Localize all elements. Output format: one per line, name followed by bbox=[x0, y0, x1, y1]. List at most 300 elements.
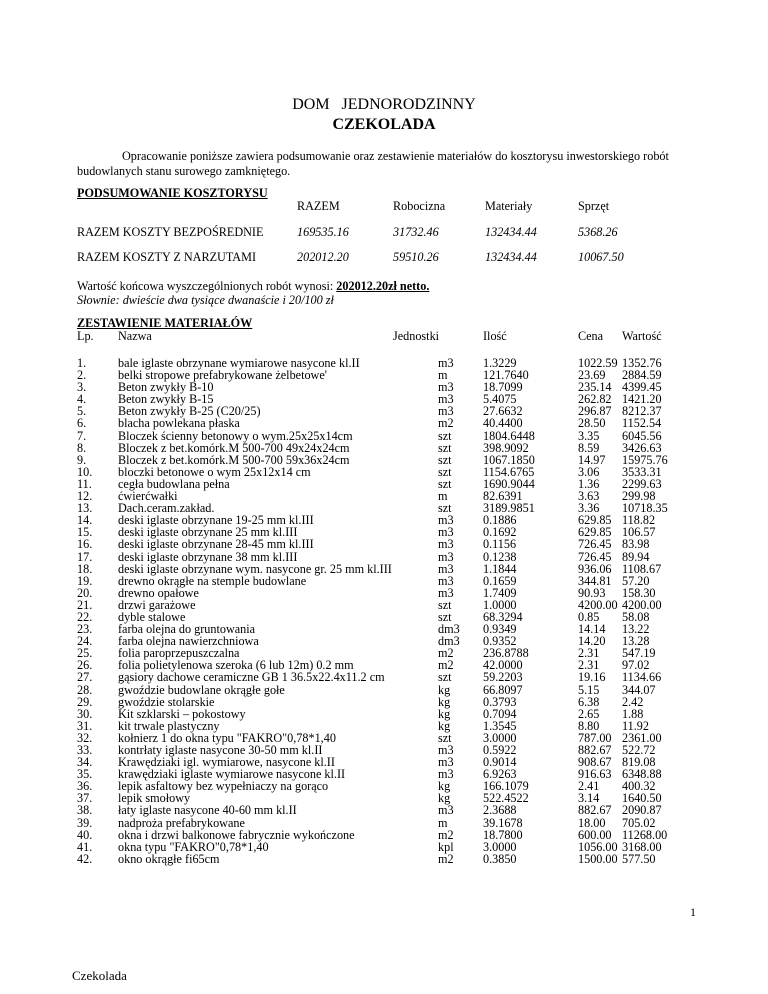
cell-price: 2.41 bbox=[578, 779, 600, 794]
cell-value: 89.94 bbox=[622, 549, 650, 564]
cell-unit: m3 bbox=[438, 549, 454, 564]
cell-name: folia polietylenowa szeroka (6 lub 12m) 0.2 mm bbox=[118, 658, 354, 673]
cell-lp: 38. bbox=[77, 803, 93, 818]
cell-unit: m3 bbox=[438, 803, 454, 818]
cell-price: 3.36 bbox=[578, 501, 600, 516]
cell-qty: 0.1692 bbox=[483, 525, 517, 540]
cell-price: 14.20 bbox=[578, 634, 606, 649]
cell-unit: m3 bbox=[438, 525, 454, 540]
cell-unit: kg bbox=[438, 706, 451, 721]
table-row bbox=[0, 684, 768, 696]
cell-lp: 15. bbox=[77, 525, 93, 540]
cell-name: Kit szklarski – pokostowy bbox=[118, 706, 246, 721]
cell-price: 6.38 bbox=[578, 694, 600, 709]
cell-value: 58.08 bbox=[622, 609, 650, 624]
cell-qty: 0.1886 bbox=[483, 513, 517, 528]
cell-name: Beton zwykły B-10 bbox=[118, 380, 214, 395]
cell-price: 344.81 bbox=[578, 573, 612, 588]
materials-col-price: Cena bbox=[578, 329, 604, 343]
cell-unit: m3 bbox=[438, 767, 454, 782]
cell-name: ćwierćwałki bbox=[118, 489, 178, 504]
cell-lp: 26. bbox=[77, 658, 93, 673]
cell-qty: 0.5922 bbox=[483, 743, 517, 757]
cell-price: 2.65 bbox=[578, 706, 600, 721]
cell-unit: dm3 bbox=[438, 634, 460, 649]
cell-value: 83.98 bbox=[622, 537, 650, 552]
cell-value: 547.19 bbox=[622, 646, 656, 661]
cell-unit: szt bbox=[438, 730, 452, 745]
cell-qty: 0.9014 bbox=[483, 755, 517, 770]
cell-name: kołnierz 1 do okna typu "FAKRO"0,78*1,40 bbox=[118, 730, 336, 745]
cell-price: 14.14 bbox=[578, 622, 606, 637]
cell-name: farba olejna nawierzchniowa bbox=[118, 634, 259, 649]
summary-col-sprzet: Sprzęt bbox=[578, 199, 610, 213]
cell-qty: 0.9349 bbox=[483, 622, 517, 637]
cell-qty: 522.4522 bbox=[483, 791, 529, 806]
table-row bbox=[0, 829, 768, 841]
cell-price: 19.16 bbox=[578, 670, 606, 685]
cell-price: 4200.00 bbox=[578, 597, 618, 612]
cell-unit: m bbox=[438, 489, 448, 504]
cell-qty: 6.9263 bbox=[483, 767, 517, 782]
cell-unit: m3 bbox=[438, 513, 454, 528]
cell-unit: m3 bbox=[438, 573, 454, 588]
cell-unit: dm3 bbox=[438, 622, 460, 637]
table-row bbox=[0, 623, 768, 635]
cell-lp: 42. bbox=[77, 851, 93, 866]
cell-value: 1421.20 bbox=[622, 392, 662, 407]
cell-name: belki stropowe prefabrykowane żelbetowe' bbox=[118, 368, 327, 383]
cell-value: 2884.59 bbox=[622, 368, 662, 383]
summary-value: 202012.20 bbox=[297, 250, 349, 264]
cell-qty: 42.0000 bbox=[483, 658, 523, 673]
cell-price: 28.50 bbox=[578, 416, 606, 431]
table-row bbox=[0, 417, 768, 429]
cell-price: 726.45 bbox=[578, 549, 612, 564]
cell-unit: szt bbox=[438, 464, 452, 479]
cell-price: 3.35 bbox=[578, 428, 600, 443]
cell-unit: m2 bbox=[438, 658, 454, 673]
table-row bbox=[0, 611, 768, 623]
cell-lp: 41. bbox=[77, 839, 93, 854]
table-row bbox=[0, 671, 768, 683]
cell-qty: 1.7409 bbox=[483, 585, 517, 600]
cell-value: 3426.63 bbox=[622, 440, 662, 455]
cell-qty: 1.0000 bbox=[483, 597, 517, 612]
table-row bbox=[0, 804, 768, 816]
summary-value: 169535.16 bbox=[297, 225, 349, 239]
cell-value: 2.42 bbox=[622, 694, 644, 709]
cell-qty: 1.1844 bbox=[483, 561, 517, 576]
materials-col-value: Wartość bbox=[622, 329, 662, 343]
table-row bbox=[0, 696, 768, 708]
cell-price: 18.00 bbox=[578, 815, 606, 830]
cell-lp: 13. bbox=[77, 501, 93, 516]
cell-lp: 12. bbox=[77, 489, 93, 504]
cell-qty: 1690.9044 bbox=[483, 476, 535, 491]
cell-name: Beton zwykły B-15 bbox=[118, 392, 214, 407]
cell-name: deski iglaste obrzynane 28-45 mm kl.III bbox=[118, 537, 314, 552]
cell-qty: 398.9092 bbox=[483, 440, 529, 455]
cell-value: 1152.54 bbox=[622, 416, 662, 431]
materials-col-unit: Jednostki bbox=[393, 329, 440, 343]
cell-name: lepik smołowy bbox=[118, 791, 191, 806]
cell-qty: 0.1659 bbox=[483, 573, 517, 588]
cell-value: 705.02 bbox=[622, 815, 656, 830]
cell-lp: 32. bbox=[77, 730, 93, 745]
cell-name: drzwi garażowe bbox=[118, 597, 196, 612]
cell-price: 936.06 bbox=[578, 561, 612, 576]
cell-value: 344.07 bbox=[622, 682, 656, 697]
cell-lp: 21. bbox=[77, 597, 93, 612]
table-row bbox=[0, 551, 768, 563]
cell-lp: 9. bbox=[77, 452, 87, 467]
cell-value: 3168.00 bbox=[622, 839, 662, 854]
cell-price: 90.93 bbox=[578, 585, 606, 600]
cell-price: 882.67 bbox=[578, 803, 612, 818]
cell-lp: 17. bbox=[77, 549, 93, 564]
cell-lp: 18. bbox=[77, 561, 93, 576]
amount-in-words: Słownie: dwieście dwa tysiące dwanaście i 20/100 zł bbox=[77, 293, 334, 307]
cell-qty: 3.0000 bbox=[483, 730, 517, 745]
cell-value: 1108.67 bbox=[622, 561, 662, 576]
cell-name: bale iglaste obrzynane wymiarowe nasycone kl.II bbox=[118, 356, 360, 370]
cell-name: deski iglaste obrzynane 38 mm kl.III bbox=[118, 549, 298, 564]
final-value-block bbox=[77, 279, 429, 307]
cell-lp: 30. bbox=[77, 706, 93, 721]
cell-lp: 40. bbox=[77, 827, 93, 842]
cell-lp: 31. bbox=[77, 718, 93, 733]
intro-paragraph: Opracowanie poniższe zawiera podsumowanie oraz zestawienie materiałów do kosztorysu inwestorskiego robót budowlanych stanu surowego zamkniętego. bbox=[77, 149, 669, 178]
cell-price: 916.63 bbox=[578, 767, 612, 782]
cell-name: deski iglaste obrzynane 25 mm kl.III bbox=[118, 525, 298, 540]
cell-unit: szt bbox=[438, 476, 452, 491]
cell-qty: 0.9352 bbox=[483, 634, 517, 649]
cell-unit: m3 bbox=[438, 404, 454, 419]
summary-value: 10067.50 bbox=[578, 250, 624, 264]
cell-value: 11268.00 bbox=[622, 827, 668, 842]
table-row bbox=[0, 563, 768, 575]
cell-name: deski iglaste obrzynane 19-25 mm kl.III bbox=[118, 513, 314, 528]
cell-unit: m2 bbox=[438, 416, 454, 431]
cell-lp: 19. bbox=[77, 573, 93, 588]
cell-unit: m3 bbox=[438, 392, 454, 407]
cell-name: okno okrągłe fi65cm bbox=[118, 851, 220, 866]
cell-value: 1640.50 bbox=[622, 791, 662, 806]
cell-lp: 35. bbox=[77, 767, 93, 782]
cell-value: 1.88 bbox=[622, 706, 644, 721]
table-row bbox=[0, 538, 768, 550]
cell-price: 629.85 bbox=[578, 513, 612, 528]
cell-price: 0.85 bbox=[578, 609, 600, 624]
table-row bbox=[0, 817, 768, 829]
summary-row-label: RAZEM KOSZTY Z NARZUTAMI bbox=[77, 250, 257, 264]
summary-value: 59510.26 bbox=[393, 250, 439, 264]
cell-value: 158.30 bbox=[622, 585, 656, 600]
cell-lp: 1. bbox=[77, 356, 87, 370]
materials-col-qty: Ilość bbox=[483, 329, 507, 343]
cell-unit: m3 bbox=[438, 356, 454, 370]
cell-name: okna typu "FAKRO"0,78*1,40 bbox=[118, 839, 269, 854]
cell-unit: m bbox=[438, 815, 448, 830]
cell-lp: 34. bbox=[77, 755, 93, 770]
cell-name: dyble stalowe bbox=[118, 609, 186, 624]
cell-unit: m2 bbox=[438, 851, 454, 866]
summary-heading: PODSUMOWANIE KOSZTORYSU bbox=[77, 186, 268, 200]
cell-unit: szt bbox=[438, 609, 452, 624]
cell-value: 13.28 bbox=[622, 634, 650, 649]
cell-price: 2.31 bbox=[578, 658, 600, 673]
cell-value: 819.08 bbox=[622, 755, 656, 770]
table-row bbox=[0, 599, 768, 611]
cell-qty: 5.4075 bbox=[483, 392, 517, 407]
cell-qty: 0.1156 bbox=[483, 537, 517, 552]
cell-price: 3.14 bbox=[578, 791, 600, 806]
cell-lp: 14. bbox=[77, 513, 93, 528]
cell-qty: 0.1238 bbox=[483, 549, 517, 564]
cell-name: Bloczek z bet.komórk.M 500-700 49x24x24cm bbox=[118, 440, 350, 455]
cell-lp: 2. bbox=[77, 368, 87, 383]
cell-lp: 7. bbox=[77, 428, 87, 443]
cell-unit: m bbox=[438, 368, 448, 383]
cell-value: 10718.35 bbox=[622, 501, 668, 516]
cell-name: Bloczek z bet.komórk.M 500-700 59x36x24cm bbox=[118, 452, 350, 467]
cell-qty: 66.8097 bbox=[483, 682, 523, 697]
cell-price: 1500.00 bbox=[578, 851, 618, 866]
summary-row-label: RAZEM KOSZTY BEZPOŚREDNIE bbox=[77, 225, 264, 239]
table-row bbox=[0, 708, 768, 720]
cell-value: 3533.31 bbox=[622, 464, 662, 479]
materials-col-name: Nazwa bbox=[118, 329, 152, 343]
cell-value: 2299.63 bbox=[622, 476, 662, 491]
cell-lp: 5. bbox=[77, 404, 87, 419]
cell-unit: m3 bbox=[438, 755, 454, 770]
cell-name: gwoździe stolarskie bbox=[118, 694, 215, 709]
cell-lp: 3. bbox=[77, 380, 87, 395]
table-row bbox=[0, 526, 768, 538]
cell-unit: szt bbox=[438, 452, 452, 467]
cell-value: 2361.00 bbox=[622, 730, 662, 745]
cell-price: 5.15 bbox=[578, 682, 600, 697]
cell-price: 296.87 bbox=[578, 404, 612, 419]
cell-unit: m3 bbox=[438, 585, 454, 600]
cell-unit: kg bbox=[438, 682, 451, 697]
cell-price: 262.82 bbox=[578, 392, 612, 407]
cell-name: folia paroprzepuszczalna bbox=[118, 646, 240, 661]
summary-col-materialy: Materiały bbox=[485, 199, 533, 213]
cell-unit: szt bbox=[438, 428, 452, 443]
cell-unit: szt bbox=[438, 501, 452, 516]
cell-price: 8.59 bbox=[578, 440, 600, 455]
cell-unit: szt bbox=[438, 440, 452, 455]
cell-lp: 6. bbox=[77, 416, 87, 431]
cell-value: 15975.76 bbox=[622, 452, 668, 467]
cell-name: farba olejna do gruntowania bbox=[118, 622, 256, 637]
document-subtitle: CZEKOLADA bbox=[332, 116, 436, 133]
cell-value: 6348.88 bbox=[622, 767, 662, 782]
cell-qty: 3.0000 bbox=[483, 839, 517, 854]
cell-name: lepik asfaltowy bez wypełniaczy na gorąco bbox=[118, 779, 329, 794]
cell-name: kontrłaty iglaste nasycone 30-50 mm kl.II bbox=[118, 743, 323, 757]
cell-lp: 28. bbox=[77, 682, 93, 697]
cell-unit: m3 bbox=[438, 380, 454, 395]
page-footer: Czekolada bbox=[72, 968, 127, 983]
table-row bbox=[0, 430, 768, 442]
cell-value: 522.72 bbox=[622, 743, 656, 757]
cell-value: 299.98 bbox=[622, 489, 656, 504]
cell-price: 600.00 bbox=[578, 827, 612, 842]
cell-name: drewno okrągłe na stemple budowlane bbox=[118, 573, 307, 588]
cell-price: 629.85 bbox=[578, 525, 612, 540]
cell-lp: 16. bbox=[77, 537, 93, 552]
cell-name: blacha powlekana płaska bbox=[118, 416, 240, 431]
cell-qty: 0.3793 bbox=[483, 694, 517, 709]
cell-name: nadproża prefabrykowane bbox=[118, 815, 245, 830]
summary-value: 132434.44 bbox=[485, 225, 537, 239]
cell-value: 4399.45 bbox=[622, 380, 662, 395]
cell-price: 882.67 bbox=[578, 743, 612, 757]
cell-price: 1056.00 bbox=[578, 839, 618, 854]
cell-value: 6045.56 bbox=[622, 428, 662, 443]
cell-price: 1.36 bbox=[578, 476, 600, 491]
cell-value: 57.20 bbox=[622, 573, 650, 588]
cell-lp: 11. bbox=[77, 476, 92, 491]
cell-value: 106.57 bbox=[622, 525, 656, 540]
cell-name: Bloczek ścienny betonowy o wym.25x25x14cm bbox=[118, 428, 353, 443]
cell-name: Krawędziaki igl. wymiarowe, nasycone kl.II bbox=[118, 755, 335, 770]
cell-qty: 1154.6765 bbox=[483, 464, 535, 479]
cell-name: cegła budowlana pełna bbox=[118, 476, 230, 491]
cell-qty: 59.2203 bbox=[483, 670, 523, 685]
materials-table bbox=[0, 357, 768, 865]
cell-name: gąsiory dachowe ceramiczne GB 1 36.5x22.4x11.2 cm bbox=[118, 670, 385, 685]
cell-price: 1022.59 bbox=[578, 356, 618, 370]
cell-name: krawędziaki iglaste wymiarowe nasycone kl.II bbox=[118, 767, 346, 782]
cell-lp: 39. bbox=[77, 815, 93, 830]
table-row bbox=[0, 575, 768, 587]
final-value: 202012.20zł netto. bbox=[336, 279, 430, 293]
cell-price: 2.31 bbox=[578, 646, 600, 661]
cell-name: Dach.ceram.zakład. bbox=[118, 501, 215, 516]
cell-lp: 20. bbox=[77, 585, 93, 600]
cell-lp: 8. bbox=[77, 440, 87, 455]
summary-value: 132434.44 bbox=[485, 250, 537, 264]
cell-qty: 68.3294 bbox=[483, 609, 523, 624]
cell-value: 2090.87 bbox=[622, 803, 662, 818]
cell-value: 13.22 bbox=[622, 622, 650, 637]
cell-unit: m2 bbox=[438, 646, 454, 661]
materials-heading: ZESTAWIENIE MATERIAŁÓW bbox=[77, 316, 253, 330]
cell-lp: 36. bbox=[77, 779, 93, 794]
final-value-prefix: Wartość końcowa wyszczególnionych robót wynosi: bbox=[77, 279, 337, 293]
cell-qty: 82.6391 bbox=[483, 489, 523, 504]
cell-lp: 37. bbox=[77, 791, 93, 806]
cell-price: 3.06 bbox=[578, 464, 600, 479]
cell-lp: 22. bbox=[77, 609, 93, 624]
cell-unit: kg bbox=[438, 791, 451, 806]
cell-name: okna i drzwi balkonowe fabrycznie wykończone bbox=[118, 827, 355, 842]
cell-value: 4200.00 bbox=[622, 597, 662, 612]
cell-qty: 1804.6448 bbox=[483, 428, 535, 443]
table-row bbox=[0, 647, 768, 659]
cell-value: 400.32 bbox=[622, 779, 656, 794]
cell-name: bloczki betonowe o wym 25x12x14 cm bbox=[118, 464, 311, 479]
cell-unit: kpl bbox=[438, 839, 454, 854]
cell-qty: 236.8788 bbox=[483, 646, 529, 661]
cell-unit: m3 bbox=[438, 537, 454, 552]
table-row bbox=[0, 853, 768, 865]
cell-unit: m3 bbox=[438, 561, 454, 576]
cell-lp: 33. bbox=[77, 743, 93, 757]
cell-price: 235.14 bbox=[578, 380, 612, 395]
cell-qty: 1067.1850 bbox=[483, 452, 535, 467]
cell-value: 118.82 bbox=[622, 513, 656, 528]
summary-value: 31732.46 bbox=[393, 225, 439, 239]
cell-value: 1352.76 bbox=[622, 356, 662, 370]
cell-price: 14.97 bbox=[578, 452, 606, 467]
cell-qty: 18.7800 bbox=[483, 827, 523, 842]
cell-lp: 25. bbox=[77, 646, 93, 661]
cell-value: 97.02 bbox=[622, 658, 650, 673]
cell-qty: 0.7094 bbox=[483, 706, 517, 721]
cell-unit: kg bbox=[438, 718, 451, 733]
cell-qty: 39.1678 bbox=[483, 815, 523, 830]
table-row bbox=[0, 442, 768, 454]
cell-price: 3.63 bbox=[578, 489, 600, 504]
cell-name: gwoździe budowlane okrągłe gołe bbox=[118, 682, 285, 697]
cell-price: 787.00 bbox=[578, 730, 612, 745]
cell-qty: 18.7099 bbox=[483, 380, 523, 395]
cell-price: 8.80 bbox=[578, 718, 600, 733]
cell-qty: 2.3688 bbox=[483, 803, 517, 818]
cell-price: 726.45 bbox=[578, 537, 612, 552]
cell-price: 908.67 bbox=[578, 755, 612, 770]
document-title: DOM JEDNORODZINNY bbox=[292, 96, 476, 113]
cell-lp: 4. bbox=[77, 392, 87, 407]
cell-name: Beton zwykły B-25 (C20/25) bbox=[118, 404, 261, 419]
summary-col-razem: RAZEM bbox=[297, 199, 340, 213]
cell-lp: 24. bbox=[77, 634, 93, 649]
cell-value: 577.50 bbox=[622, 851, 656, 866]
cell-name: kit trwale plastyczny bbox=[118, 718, 220, 733]
cell-value: 1134.66 bbox=[622, 670, 662, 685]
cell-qty: 1.3545 bbox=[483, 718, 517, 733]
cell-qty: 40.4400 bbox=[483, 416, 523, 431]
cell-unit: kg bbox=[438, 779, 451, 794]
cell-value: 11.92 bbox=[622, 718, 649, 733]
cell-qty: 27.6632 bbox=[483, 404, 523, 419]
cell-lp: 29. bbox=[77, 694, 93, 709]
cell-price: 23.69 bbox=[578, 368, 606, 383]
cell-unit: szt bbox=[438, 670, 452, 685]
cell-unit: szt bbox=[438, 597, 452, 612]
cell-qty: 121.7640 bbox=[483, 368, 529, 383]
cell-name: drewno opałowe bbox=[118, 585, 199, 600]
cell-unit: m2 bbox=[438, 827, 454, 842]
cell-unit: kg bbox=[438, 694, 451, 709]
page-number: 1 bbox=[690, 905, 696, 919]
cell-qty: 3189.9851 bbox=[483, 501, 535, 516]
materials-col-lp: Lp. bbox=[77, 329, 94, 343]
cell-qty: 0.3850 bbox=[483, 851, 517, 866]
cell-qty: 166.1079 bbox=[483, 779, 529, 794]
cell-lp: 10. bbox=[77, 464, 93, 479]
summary-value: 5368.26 bbox=[578, 225, 618, 239]
cell-value: 8212.37 bbox=[622, 404, 662, 419]
cell-lp: 27. bbox=[77, 670, 93, 685]
cell-unit: m3 bbox=[438, 743, 454, 757]
cell-qty: 1.3229 bbox=[483, 356, 517, 370]
